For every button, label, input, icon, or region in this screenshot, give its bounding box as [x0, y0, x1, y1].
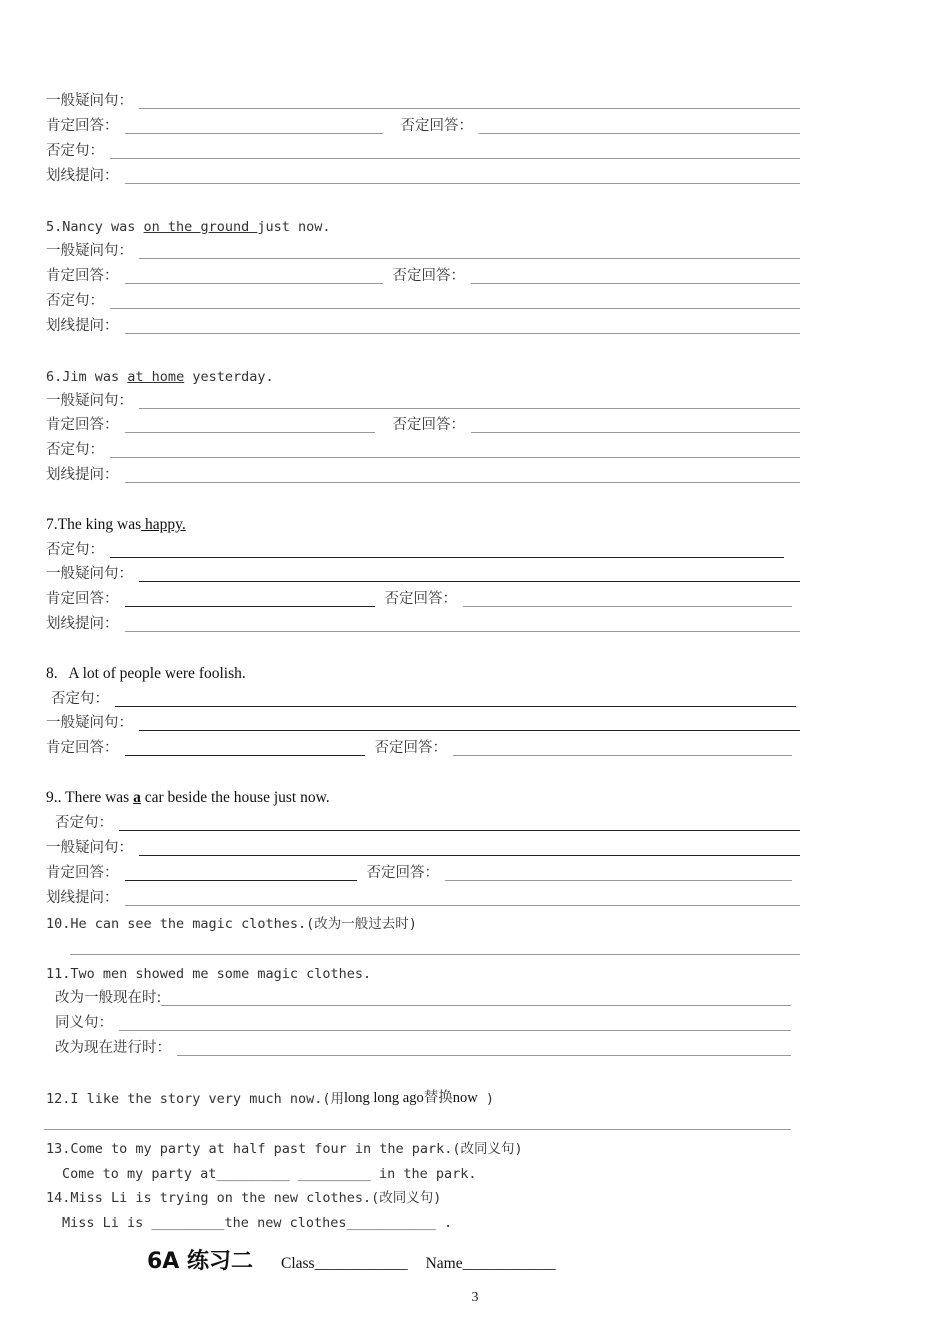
- q8-prompt: [46, 663, 800, 685]
- answer-line[interactable]: [119, 830, 800, 831]
- q6-underlined-phrase: at home: [127, 369, 185, 385]
- q14-text: 14.Miss Li is trying on the new clothes.(改同义句): [46, 1190, 442, 1206]
- answer-line[interactable]: [139, 855, 800, 856]
- negative-sentence-label: 否定句：: [46, 442, 104, 458]
- general-question-label: 一般疑问句：: [46, 243, 133, 259]
- answer-line[interactable]: [139, 108, 800, 109]
- answer-line[interactable]: [471, 432, 800, 433]
- q5-underline-question-row: [46, 315, 800, 337]
- q9-prompt: [46, 787, 800, 809]
- answer-line[interactable]: [110, 308, 800, 309]
- q9-general-question-row: [46, 837, 800, 859]
- q9-negative-row: [55, 812, 800, 834]
- q13-prompt: [46, 1137, 800, 1159]
- q9-underline-question-row: [46, 887, 800, 909]
- answer-line[interactable]: [125, 183, 801, 184]
- q12-word-now: now: [452, 1090, 478, 1106]
- q9-text-post: car beside the house just now.: [140, 789, 330, 806]
- answer-line[interactable]: [139, 408, 800, 409]
- q6-underline-question-row: [46, 464, 800, 486]
- q5-text-post: just now.: [257, 219, 331, 235]
- positive-answer-label: 肯定回答：: [46, 417, 119, 433]
- q9-text-pre: 9.. There was: [46, 789, 134, 806]
- answer-line[interactable]: [110, 158, 800, 159]
- q8-text: 8. A lot of people were foolish.: [46, 665, 246, 682]
- underline-question-label: 划线提问：: [46, 467, 119, 483]
- q4-underline-question-row: [46, 165, 800, 187]
- q7-negative-row: [46, 539, 784, 561]
- negative-sentence-label: 否定句：: [51, 691, 109, 707]
- negative-answer-label: 否定回答：: [374, 740, 447, 756]
- q7-underlined-word: happy.: [141, 516, 186, 533]
- q14-fill-text: Miss Li is _________the new clothes___________ .: [62, 1215, 453, 1231]
- q7-answers-row: [46, 588, 792, 610]
- name-field[interactable]: Name____________: [425, 1255, 556, 1272]
- q10-prompt: [46, 912, 800, 934]
- q11-present-continuous-row: [55, 1037, 791, 1059]
- q6-general-question-row: [46, 390, 800, 412]
- answer-line[interactable]: [125, 755, 365, 756]
- q6-prompt: [46, 365, 800, 387]
- negative-answer-label: 否定回答：: [400, 118, 473, 134]
- q9-answers-row: [46, 862, 792, 884]
- positive-answer-label: 肯定回答：: [46, 865, 119, 881]
- synonym-label: 同义句：: [55, 1015, 113, 1031]
- q5-text-pre: Nancy was: [62, 219, 144, 235]
- general-question-label: 一般疑问句：: [46, 393, 133, 409]
- q10-text: 10.He can see the magic clothes.(改为一般过去时): [46, 916, 417, 932]
- q12-text-post: ): [477, 1091, 494, 1107]
- q5-answers-row: [46, 265, 800, 287]
- q6-text-post: yesterday.: [184, 369, 274, 385]
- q6-negative-row: [46, 439, 800, 461]
- positive-answer-label: 肯定回答：: [46, 118, 119, 134]
- negative-answer-label: 否定回答：: [392, 268, 465, 284]
- q5-general-question-row: [46, 240, 800, 262]
- simple-present-label: 改为一般现在时:: [55, 990, 162, 1006]
- q9-underlined-word: a: [133, 789, 141, 806]
- q11-text: 11.Two men showed me some magic clothes.: [46, 966, 372, 982]
- worksheet-footer-title: [147, 1244, 556, 1275]
- q6-text-pre: Jim was: [62, 369, 128, 385]
- answer-line[interactable]: [125, 905, 801, 906]
- q5-number: 5.: [46, 219, 63, 235]
- negative-answer-label: 否定回答：: [384, 591, 457, 607]
- answer-line[interactable]: [125, 606, 375, 607]
- q5-underlined-phrase: on the ground: [143, 219, 258, 235]
- negative-sentence-label: 否定句：: [55, 815, 113, 831]
- q12-replace-word: 替换: [423, 1090, 453, 1106]
- q12-prompt: [46, 1087, 800, 1109]
- q4-answers-row: [46, 115, 800, 137]
- positive-answer-label: 肯定回答：: [46, 268, 119, 284]
- answer-line[interactable]: [115, 706, 796, 707]
- answer-line[interactable]: [139, 581, 800, 582]
- answer-line[interactable]: [110, 557, 784, 558]
- answer-line[interactable]: [453, 755, 792, 756]
- negative-sentence-label: 否定句：: [46, 542, 104, 558]
- answer-line[interactable]: [463, 606, 792, 607]
- q7-text-pre: 7.The king was: [46, 516, 142, 533]
- negative-sentence-label: 否定句：: [46, 143, 104, 159]
- q7-underline-question-row: [46, 613, 800, 635]
- q8-answers-row: [46, 737, 792, 759]
- answer-line[interactable]: [177, 1055, 791, 1056]
- answer-line[interactable]: [125, 631, 801, 632]
- q8-general-question-row: [46, 712, 800, 734]
- q11-prompt: [46, 962, 800, 984]
- underline-question-label: 划线提问：: [46, 318, 119, 334]
- q14-fill-line[interactable]: [62, 1211, 800, 1233]
- q6-answers-row: [46, 414, 800, 436]
- answer-line[interactable]: [119, 1030, 791, 1031]
- answer-line[interactable]: [44, 1129, 791, 1130]
- answer-line[interactable]: [70, 954, 800, 955]
- q4-negative-row: [46, 140, 800, 162]
- answer-line[interactable]: [139, 730, 800, 731]
- answer-line[interactable]: [445, 880, 792, 881]
- q13-fill-line[interactable]: [62, 1162, 800, 1184]
- q5-negative-row: [46, 290, 800, 312]
- underline-question-label: 划线提问：: [46, 168, 119, 184]
- general-question-label: 一般疑问句：: [46, 93, 133, 109]
- positive-answer-label: 肯定回答：: [46, 740, 119, 756]
- negative-answer-label: 否定回答：: [392, 417, 465, 433]
- answer-line[interactable]: [125, 482, 801, 483]
- general-question-label: 一般疑问句：: [46, 840, 133, 856]
- answer-line[interactable]: [161, 1005, 791, 1006]
- page-number: 3: [471, 1290, 479, 1305]
- q7-prompt: [46, 514, 800, 536]
- q7-general-question-row: [46, 563, 800, 585]
- q13-fill-text: Come to my party at_________ _________ in the park.: [62, 1166, 477, 1182]
- answer-line[interactable]: [479, 133, 800, 134]
- q8-negative-row: [51, 688, 796, 710]
- class-field[interactable]: Class____________: [281, 1255, 408, 1272]
- q14-prompt: [46, 1186, 800, 1208]
- q10-answer-row: [64, 936, 800, 958]
- q6-number: 6.: [46, 369, 63, 385]
- answer-line[interactable]: [125, 880, 357, 881]
- general-question-label: 一般疑问句：: [46, 715, 133, 731]
- underline-question-label: 划线提问：: [46, 890, 119, 906]
- answer-line[interactable]: [125, 283, 383, 284]
- positive-answer-label: 肯定回答：: [46, 591, 119, 607]
- negative-sentence-label: 否定句：: [46, 293, 104, 309]
- answer-line[interactable]: [125, 133, 383, 134]
- q4-general-question-row: [46, 90, 800, 112]
- q11-synonym-row: [55, 1012, 791, 1034]
- q13-text: 13.Come to my party at half past four in the park.(改同义句): [46, 1141, 523, 1157]
- q12-answer-row: [38, 1111, 791, 1133]
- general-question-label: 一般疑问句：: [46, 566, 133, 582]
- answer-line[interactable]: [125, 432, 375, 433]
- q12-phrase-long-ago: long long ago: [343, 1090, 424, 1106]
- worksheet-title: 6A 练习二: [147, 1249, 253, 1274]
- negative-answer-label: 否定回答：: [366, 865, 439, 881]
- q11-simple-present-row: [55, 987, 791, 1009]
- q5-prompt: [46, 215, 800, 237]
- present-continuous-label: 改为现在进行时：: [55, 1040, 171, 1056]
- answer-line[interactable]: [139, 258, 800, 259]
- answer-line[interactable]: [471, 283, 800, 284]
- q12-text-pre: 12.I like the story very much now.(用: [46, 1091, 344, 1107]
- answer-line[interactable]: [110, 457, 800, 458]
- answer-line[interactable]: [125, 333, 801, 334]
- underline-question-label: 划线提问：: [46, 616, 119, 632]
